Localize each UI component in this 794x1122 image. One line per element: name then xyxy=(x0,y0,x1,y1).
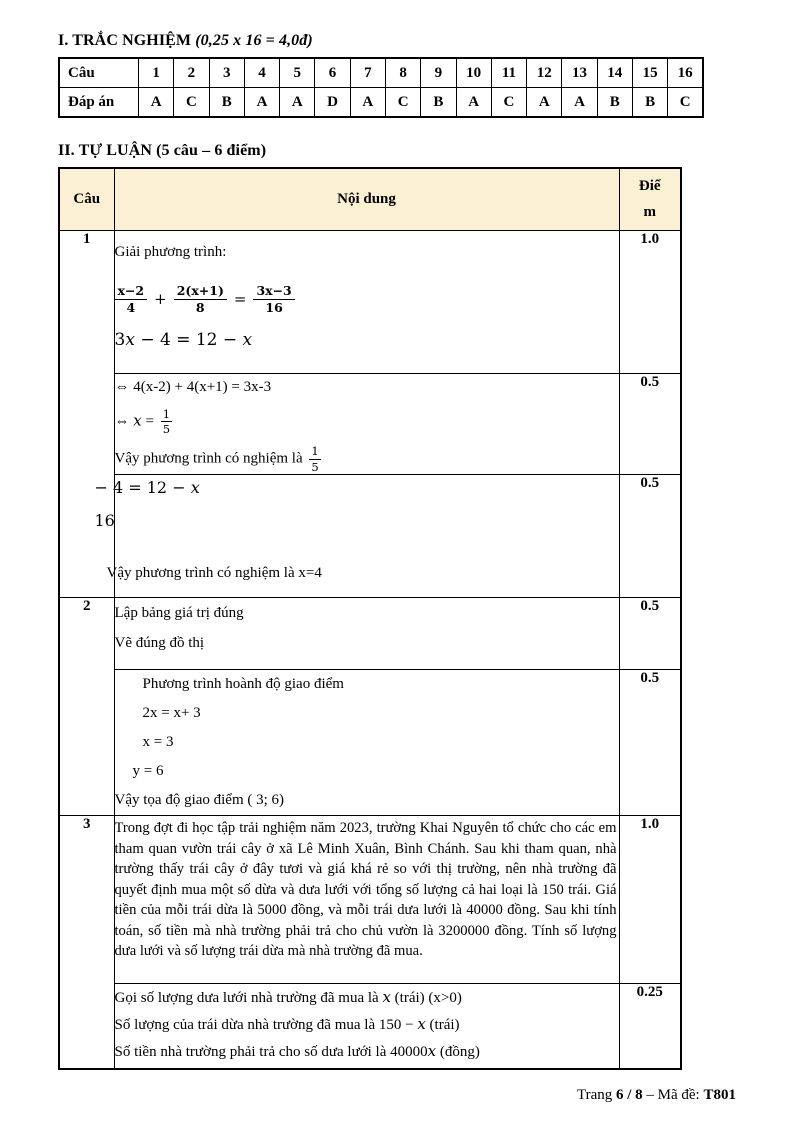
mc-question-number: 12 xyxy=(527,58,562,88)
mc-answer: C xyxy=(385,88,420,118)
q2-row-graph xyxy=(59,598,681,670)
fraction-one-fifth: $\frac{1}{5}$ xyxy=(162,406,171,436)
q1-r1-score: 1.0 xyxy=(619,230,681,373)
mc-question-number: 14 xyxy=(597,58,632,88)
mc-question-number: 1 xyxy=(139,58,174,88)
mc-answer: A xyxy=(139,88,174,118)
q2-r1-content xyxy=(114,598,619,670)
q2-eq-step1: 2x = x+ 3 xyxy=(142,705,201,721)
mc-answer: D xyxy=(315,88,350,118)
mc-question-number: 2 xyxy=(174,58,209,88)
mc-answer: B xyxy=(209,88,244,118)
mc-question-number: 3 xyxy=(209,58,244,88)
q2-draw-graph: Vẽ đúng đồ thị xyxy=(114,635,205,651)
q3-number-cell: 3 xyxy=(59,816,114,1069)
footer-prefix: Trang xyxy=(576,1086,616,1103)
q1-clipped-number: 16 xyxy=(94,511,115,530)
mc-question-number: 16 xyxy=(668,58,703,88)
q2-eq-step2: x = 3 xyxy=(142,734,174,750)
mc-answer: A xyxy=(280,88,315,118)
q1-r3-score: 0.5 xyxy=(619,475,681,598)
section1-title-note: (0,25 x 16 = 4,0đ) xyxy=(195,32,313,49)
essay-header-row xyxy=(59,168,681,230)
fraction-3: $\frac{3x-3}{16}$ xyxy=(253,283,294,317)
q2-r2-content xyxy=(114,670,619,816)
mc-answer: C xyxy=(174,88,209,118)
q1-row-solution xyxy=(59,230,681,373)
q1-r1-content xyxy=(114,230,619,373)
fraction-2: $\frac{2(x+1)}{8}$ xyxy=(174,283,227,317)
mc-answer: C xyxy=(668,88,703,118)
q1-step1: ⇔ 4(x-2) + 4(x+1) = 3x-3 xyxy=(114,378,272,395)
footer-exam-code: T801 xyxy=(703,1086,736,1103)
mc-answer: B xyxy=(597,88,632,118)
q1-number-cell: 1 xyxy=(59,230,114,598)
mc-answer: A xyxy=(562,88,597,118)
fraction-1: $\frac{x-2}{4}$ xyxy=(115,283,148,317)
q3-r1-content xyxy=(114,816,619,984)
q2-row-intersection xyxy=(59,670,681,816)
mc-answer: C xyxy=(491,88,526,118)
q1-r3-content xyxy=(94,475,619,598)
mc-question-number: 8 xyxy=(385,58,420,88)
mc-question-number: 15 xyxy=(632,58,667,88)
q1-clipped-equation: − 4 = 12 − x xyxy=(94,478,200,497)
mc-question-number: 13 xyxy=(562,58,597,88)
q3-r2-score: 0.25 xyxy=(619,984,681,1069)
q3-problem-text: Trong đợt đi học tập trải nghiệm năm 2023, trường Khai Nguyên tổ chức cho các em tham quan vườn trái cây ở xã Lê Minh Xuân, Bình Chánh. Sau khi tham quan, nhà trường thấy trái cây ở đây tươi và giá khá rẻ so với thị trường, nên nhà trường đã quyết định mua một số dừa và dưa lưới với tổng số lượng cả hai loại là 150 trái. Giá tiền của mỗi trái dừa là 5000 đồng, và mỗi trái dưa lưới là 40000 đồng. Sau khi tính toán, số tiền mà nhà trường phải trả cho chủ vườn là 3200000 đồng. Tính số lượng dưa lưới và số lượng trái dừa mà nhà trường đã mua. xyxy=(114,820,617,959)
q3-r2-content xyxy=(114,984,619,1069)
mc-question-number: 9 xyxy=(421,58,456,88)
mc-question-number: 11 xyxy=(491,58,526,88)
q1-r2-score: 0.5 xyxy=(619,373,681,475)
header-cau: Câu xyxy=(59,168,114,230)
mc-question-number: 5 xyxy=(280,58,315,88)
header-diem-line2: m xyxy=(643,204,656,221)
q2-table-values: Lập bảng giá trị đúng xyxy=(114,605,244,621)
mc-answer-row xyxy=(59,88,703,118)
mc-answer-table xyxy=(58,57,704,118)
q1-row-alt-solution xyxy=(59,475,681,598)
header-noi-dung: Nội dung xyxy=(114,168,619,230)
q2-conclusion: Vậy tọa độ giao điểm ( 3; 6) xyxy=(114,792,285,808)
mc-answer: A xyxy=(244,88,279,118)
essay-answer-table xyxy=(58,167,682,1070)
equals-operator: = xyxy=(233,290,247,309)
q3-row-problem xyxy=(59,816,681,984)
mc-question-number: 7 xyxy=(350,58,385,88)
mc-answer-row-label: Đáp án xyxy=(59,88,139,118)
section2-title: II. TỰ LUẬN (5 câu – 6 điểm) xyxy=(58,142,267,159)
mc-answer: B xyxy=(632,88,667,118)
mc-answer: B xyxy=(421,88,456,118)
mc-question-number: 6 xyxy=(315,58,350,88)
mc-question-number: 10 xyxy=(456,58,491,88)
q2-r2-score: 0.5 xyxy=(619,670,681,816)
header-diem xyxy=(619,168,681,230)
plus-operator: + xyxy=(154,290,167,309)
q1-r2-content xyxy=(114,373,619,475)
q1-row-transform xyxy=(59,373,681,475)
q1-alt-conclusion: Vậy phương trình có nghiệm là x=4 xyxy=(106,565,322,581)
header-diem-line1: Điể xyxy=(638,178,661,195)
footer-separator: – Mã đề: xyxy=(642,1086,704,1103)
q3-r1-score: 1.0 xyxy=(619,816,681,984)
mc-question-row-label: Câu xyxy=(59,58,139,88)
mc-answer: A xyxy=(350,88,385,118)
section1-title xyxy=(58,32,736,50)
q3-setup-line1: Gọi số lượng dưa lưới nhà trường đã mua là x (trái) (x>0) xyxy=(114,988,462,1006)
q1-conclusion: Vậy phương trình có nghiệm là $\frac{1}{5}$ xyxy=(114,444,319,474)
q3-setup-line3: Số tiền nhà trường phải trả cho số dưa lưới là 40000x (đồng) xyxy=(114,1042,480,1060)
q2-eq-title: Phương trình hoành độ giao điểm xyxy=(142,676,344,692)
page-footer xyxy=(58,1087,736,1104)
mc-answer: A xyxy=(527,88,562,118)
q2-r1-score: 0.5 xyxy=(619,598,681,670)
footer-page-number: 6 / 8 xyxy=(615,1086,643,1103)
q3-row-setup xyxy=(59,984,681,1069)
q3-setup-line2: Số lượng của trái dừa nhà trường đã mua là 150 − x (trái) xyxy=(114,1015,460,1033)
q1-intro: Giải phương trình: xyxy=(114,243,227,260)
mc-answer: A xyxy=(456,88,491,118)
section1-title-text: I. TRẮC NGHIỆM xyxy=(58,32,196,49)
mc-question-number: 4 xyxy=(244,58,279,88)
mc-question-row xyxy=(59,58,703,88)
q1-step2: ⇔ x = $\frac{1}{5}$ xyxy=(114,406,171,436)
q1-linear-equation: 3x − 4 = 12 − x xyxy=(114,330,253,350)
q1-fraction-equation xyxy=(115,283,619,317)
q2-number-cell: 2 xyxy=(59,598,114,816)
q2-eq-step3: y = 6 xyxy=(132,763,164,779)
fraction-one-fifth: $\frac{1}{5}$ xyxy=(311,444,319,474)
